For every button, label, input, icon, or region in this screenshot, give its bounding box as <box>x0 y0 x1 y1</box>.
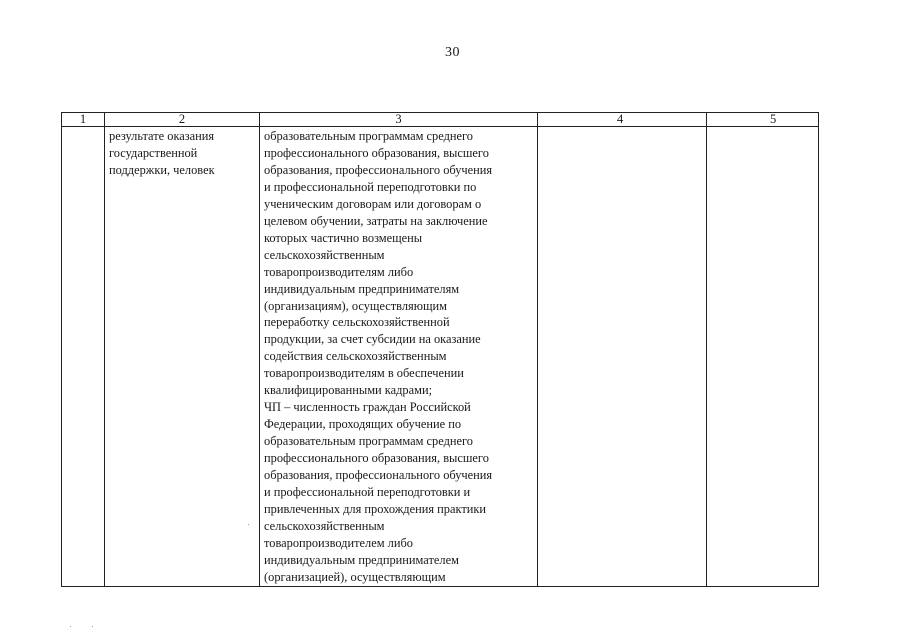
table-cell-col2 <box>105 127 260 587</box>
text-line: содействия сельскохозяйственным <box>264 349 447 364</box>
text-line: образования, профессионального обучения <box>264 468 493 483</box>
text-line: привлеченных для прохождения практики <box>264 501 487 516</box>
document-table <box>61 112 819 587</box>
text-line: товаропроизводителям либо <box>264 264 414 279</box>
text-line: профессионального образования, высшего <box>264 145 489 160</box>
text-line: профессионального образования, высшего <box>264 451 489 466</box>
scan-speck <box>70 626 71 627</box>
text-line: товаропроизводителям в обеспечении <box>264 366 464 381</box>
text-line: целевом обучении, затраты на заключение <box>264 213 488 228</box>
table-row <box>62 127 819 587</box>
indicator-name-text <box>105 127 259 179</box>
text-line: сельскохозяйственным <box>264 247 385 262</box>
scan-speck <box>248 524 249 525</box>
text-line: которых частично возмещены <box>264 230 423 245</box>
column-header-2: 2 <box>105 113 260 127</box>
text-line: переработку сельскохозяйственной <box>264 315 450 330</box>
text-line: и профессиональной переподготовки и <box>264 485 471 500</box>
column-header-1: 1 <box>62 113 105 127</box>
text-line: индивидуальным предпринимателем <box>264 552 459 567</box>
scan-speck <box>92 626 93 627</box>
text-line: продукции, за счет субсидии на оказание <box>264 332 481 347</box>
text-line: ученическим договорам или договорам о <box>264 196 482 211</box>
table-header-row <box>62 113 819 127</box>
column-header-4: 4 <box>538 113 707 127</box>
text-line: поддержки, человек <box>109 162 215 177</box>
text-line: квалифицированными кадрами; <box>264 383 433 398</box>
column-header-3: 3 <box>260 113 538 127</box>
text-line: Федерации, проходящих обучение по <box>264 417 462 432</box>
table-cell-col4 <box>538 127 707 587</box>
text-line: образовательным программам среднего <box>264 129 473 143</box>
table-cell-col1 <box>62 127 105 587</box>
text-line: (организацией), осуществляющим <box>264 569 446 584</box>
text-line: результате оказания <box>109 129 215 143</box>
text-line: товаропроизводителем либо <box>264 535 413 550</box>
text-line: государственной <box>109 145 198 160</box>
table-cell-col5 <box>707 127 819 587</box>
text-line: сельскохозяйственным <box>264 518 385 533</box>
text-line: образовательным программам среднего <box>264 434 473 449</box>
text-line: (организациям), осуществляющим <box>264 298 448 313</box>
text-line: ЧП – численность граждан Российской <box>264 400 471 415</box>
page-number: 30 <box>445 45 460 60</box>
column-header-5: 5 <box>707 113 819 127</box>
table-cell-col3 <box>260 127 538 587</box>
text-line: и профессиональной переподготовки по <box>264 179 477 194</box>
text-line: индивидуальным предпринимателям <box>264 281 460 296</box>
calculation-method-text <box>260 127 537 586</box>
text-line: образования, профессионального обучения <box>264 162 493 177</box>
